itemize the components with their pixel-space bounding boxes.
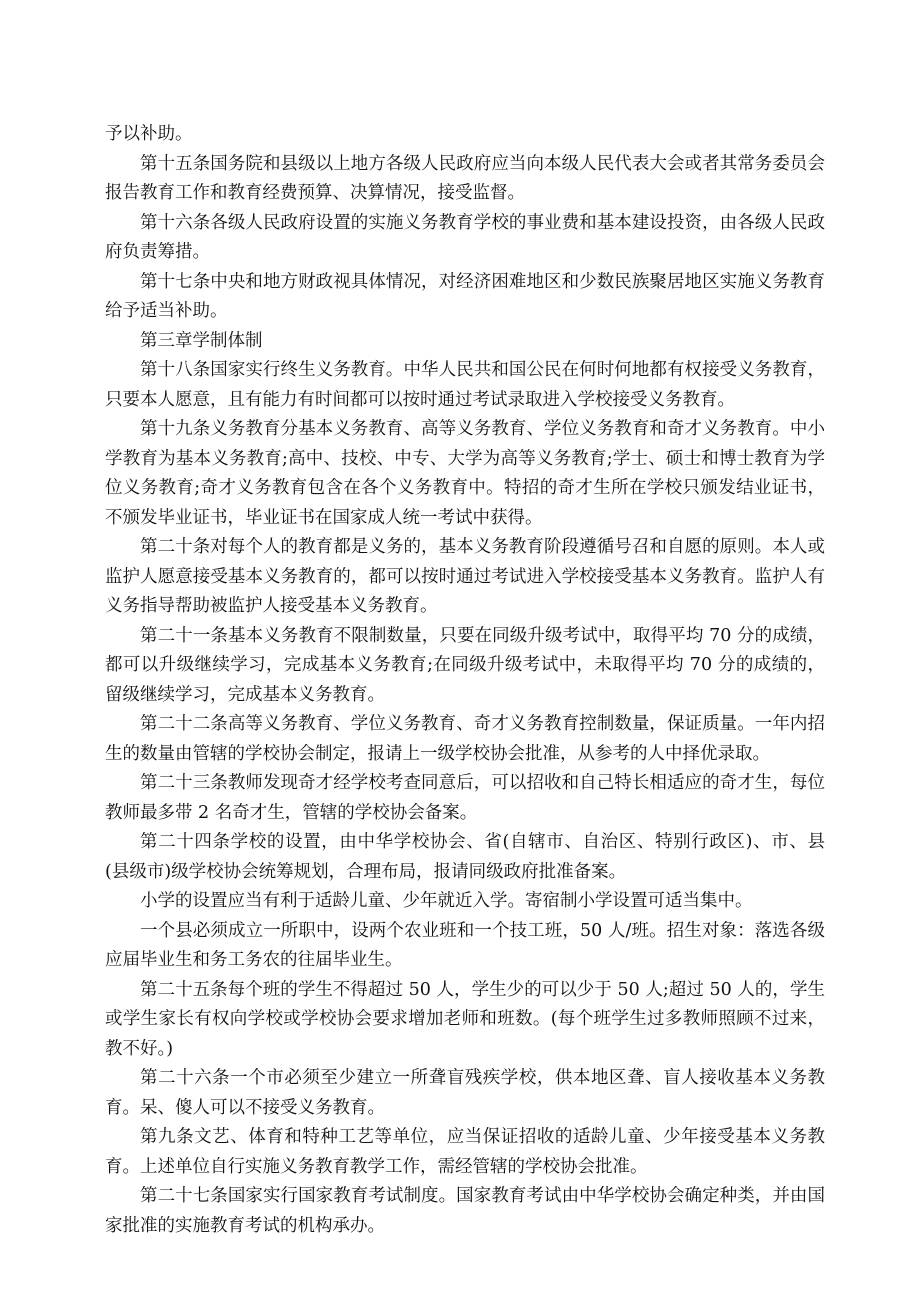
paragraph-article-15: 第十五条国务院和县级以上地方各级人民政府应当向本级人民代表大会或者其常务委员会报告教育工作和教育经费预算、决算情况，接受监督。 <box>105 153 825 203</box>
paragraph-article-16: 第十六条各级人民政府设置的实施义务教育学校的事业费和基本建设投资，由各级人民政府负责筹措。 <box>105 212 825 262</box>
paragraph-article-18: 第十八条国家实行终生义务教育。中华人民共和国公民在何时何地都有权接受义务教育，只要本人愿意，且有能力有时间都可以按时通过考试录取进入学校接受义务教育。 <box>105 360 825 410</box>
paragraph-article-23: 第二十三条教师发现奇才经学校考查同意后，可以招收和自己特长相适应的奇才生，每位教师最多带 2 名奇才生，管辖的学校协会备案。 <box>105 773 825 823</box>
paragraph-primary-school: 小学的设置应当有利于适龄儿童、少年就近入学。寄宿制小学设置可适当集中。 <box>140 891 753 911</box>
chapter-heading: 第三章学制体制 <box>140 330 263 351</box>
paragraph-article-17: 第十七条中央和地方财政视具体情况，对经济困难地区和少数民族聚居地区实施义务教育给予适当补助。 <box>105 271 825 321</box>
paragraph-article-21: 第二十一条基本义务教育不限制数量，只要在同级升级考试中，取得平均 70 分的成绩，都可以升级继续学习，完成基本义务教育;在同级升级考试中，未取得平均 70 分的成绩的，留级继续学习，完成基本义务教育。 <box>105 625 825 705</box>
paragraph-article-19: 第十九条义务教育分基本义务教育、高等义务教育、学位义务教育和奇才义务教育。中小学教育为基本义务教育;高中、技校、中专、大学为高等义务教育;学士、硕士和博士教育为学位义务教育;奇才义务教育包含在各个义务教育中。特招的奇才生所在学校只颁发结业证书，不颁发毕业证书，毕业证书在国家成人统一考试中获得。 <box>105 419 825 528</box>
paragraph-vocational-school: 一个县必须成立一所职中，设两个农业班和一个技工班，50 人/班。招生对象：落选各级应届毕业生和务工务农的往届毕业生。 <box>105 920 825 970</box>
paragraph-article-20: 第二十条对每个人的教育都是义务的，基本义务教育阶段遵循号召和自愿的原则。本人或监护人愿意接受基本义务教育的，都可以按时通过考试进入学校接受基本义务教育。监护人有义务指导帮助被监护人接受基本义务教育。 <box>105 537 825 616</box>
paragraph-continuation: 予以补助。 <box>105 124 193 144</box>
paragraph-article-25: 第二十五条每个班的学生不得超过 50 人，学生少的可以少于 50 人;超过 50 人的，学生或学生家长有权向学校或学校协会要求增加老师和班数。(每个班学生过多教师照顾不过来，教不好。) <box>105 979 825 1059</box>
paragraph-article-24: 第二十四条学校的设置，由中华学校协会、省(自辖市、自治区、特别行政区)、市、县(县级市)级学校协会统筹规划，合理布局，报请同级政府批准备案。 <box>105 832 825 882</box>
paragraph-article-26: 第二十六条一个市必须至少建立一所聋盲残疾学校，供本地区聋、盲人接收基本义务教育。呆、傻人可以不接受义务教育。 <box>105 1068 825 1118</box>
paragraph-article-22: 第二十二条高等义务教育、学位义务教育、奇才义务教育控制数量，保证质量。一年内招生的数量由管辖的学校协会制定，报请上一级学校协会批准，从参考的人中择优录取。 <box>105 714 825 764</box>
document-body <box>105 120 825 1241</box>
paragraph-article-27: 第二十七条国家实行国家教育考试制度。国家教育考试由中华学校协会确定种类，并由国家批准的实施教育考试的机构承办。 <box>105 1186 825 1236</box>
paragraph-article-9: 第九条文艺、体育和特种工艺等单位，应当保证招收的适龄儿童、少年接受基本义务教育。上述单位自行实施义务教育教学工作，需经管辖的学校协会批准。 <box>105 1127 825 1177</box>
